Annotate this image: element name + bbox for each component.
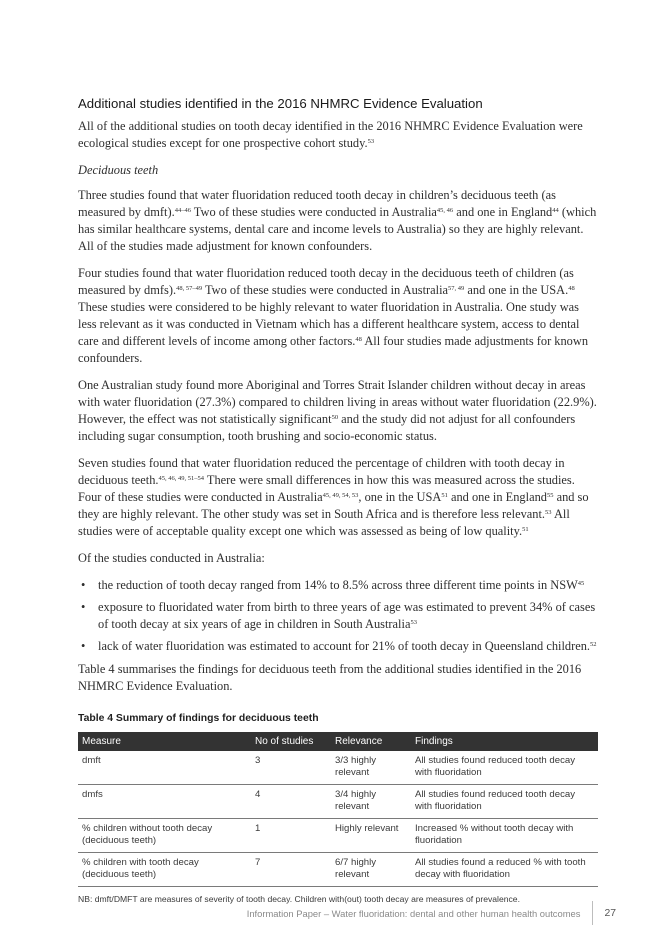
table-cell: 7 (251, 853, 331, 887)
table-cell: 4 (251, 785, 331, 819)
citation: 44–46 (174, 207, 191, 214)
findings-table (78, 732, 598, 887)
paragraph-dmft: Three studies found that water fluoridation reduced tooth decay in children’s deciduous teeth (as measured by dmft).$^{44-46}$ Two of these studies were conducted in Australia$^{45, 46}$ and one in England$^{44}$ (which has similar healthcare systems, dental care and income levels to Australia) so they are highly relevant. All of the studies made adjustment for known confounders. (78, 188, 597, 253)
paragraph-dmfs: Four studies found that water fluoridation reduced tooth decay in the deciduous teeth of children (as measured by dmfs).$^{48, 57-49}$ Two of these studies were conducted in Australia$^{57, 49}$ and one in the USA.$^{48}$ These studies were considered to be highly relevant to water fluoridation in Australia. One study was less relevant as it was conducted in Vietnam which has a different healthcare system, access to dental care and different levels of income among other factors.$^{48}$ All four studies made adjustments for known confounders. (78, 266, 589, 365)
table-cell: 1 (251, 819, 331, 853)
subheading-deciduous-teeth: Deciduous teeth (78, 163, 159, 177)
citation: 53 (367, 138, 375, 145)
intro-paragraph (78, 118, 598, 152)
citation: 57, 49 (448, 285, 465, 292)
paragraph-table-summary: Table 4 summarises the findings for deciduous teeth from the additional studies identified in the 2016 NHMRC Evidence Evaluation. (78, 662, 582, 693)
paragraph-aboriginal-study: One Australian study found more Aboriginal and Torres Strait Islander children without decay in areas with water fluoridation (27.3%) compared to children living in areas without water fluoridation (22.9%). However, the effect was not statistically significant$^{50}$ and the study did not adjust for all confounders including sugar consumption, tooth brushing and socio-economic status. (78, 378, 597, 443)
table-row (78, 751, 598, 785)
bullet-icon: • (81, 639, 86, 653)
table-title: Table 4 Summary of findings for deciduous teeth (78, 713, 319, 724)
citation: 48, 57–49 (176, 285, 203, 292)
citation: 48 (355, 336, 362, 343)
table-cell: 3 (251, 751, 331, 785)
table-cell: 3/4 highly relevant (331, 785, 411, 819)
table-cell: All studies found a reduced % with tooth decay with fluoridation (411, 853, 598, 887)
table-cell: All studies found reduced tooth decay with fluoridation (411, 751, 598, 785)
citation: 45 (577, 580, 585, 587)
citation: 53 (410, 619, 417, 626)
paragraph-australia-intro: Of the studies conducted in Australia: (78, 551, 265, 565)
paragraph-seven-studies: Seven studies found that water fluoridation reduced the percentage of children with tooth decay in deciduous teeth.$^{45, 46, 49, 51-54}$ There were small differences in how this was measured across the studies. Four of these studies were conducted in Australia$^{45, 49, 54, 53}$, one in the USA$^{51}$ and one in England$^{55}$ and so they are highly relevant. The other study was set in South Africa and is therefore less relevant.$^{53}$ All studies were of acceptable quality except one which was assessed as being of low quality.$^{51}$ (78, 456, 589, 538)
column-header-no-of-studies: No of studies (251, 732, 331, 751)
citation: 45, 46, 49, 51–54 (158, 475, 205, 482)
table-cell: % children with tooth decay (deciduous teeth) (78, 853, 251, 887)
list-item: • lack of water fluoridation was estimated to account for 21% of tooth decay in Queensland children.$^{52}$ (81, 639, 597, 653)
bullet-icon: • (81, 578, 86, 592)
citation: 48 (568, 285, 575, 292)
table-header-row (78, 732, 598, 751)
citation: 51 (522, 526, 529, 533)
column-header-findings: Findings (411, 732, 598, 751)
table-row (78, 853, 598, 887)
table-cell: 6/7 highly relevant (331, 853, 411, 887)
list-item: • the reduction of tooth decay ranged from 14% to 8.5% across three different time points in NSW$^{45}$ (81, 578, 585, 592)
bullet-list (78, 577, 598, 655)
table-cell: Increased % without tooth decay with fluoridation (411, 819, 598, 853)
table-cell: Highly relevant (331, 819, 411, 853)
column-header-relevance: Relevance (331, 732, 411, 751)
table-note: NB: dmft/DMFT are measures of severity of tooth decay. Children with(out) tooth decay are measures of prevalence. (78, 894, 520, 904)
citation: 52 (590, 641, 597, 648)
citation: 45, 46 (436, 207, 454, 214)
page-number: 27 (604, 907, 616, 919)
column-header-measure: Measure (78, 732, 251, 751)
section-heading: Additional studies identified in the 2016 NHMRC Evidence Evaluation (78, 96, 483, 111)
table-cell: % children without tooth decay (deciduous teeth) (78, 819, 251, 853)
footer-divider (592, 901, 593, 925)
citation: 50 (331, 414, 339, 421)
table-cell: dmft (78, 751, 251, 785)
table-row (78, 785, 598, 819)
table-cell: 3/3 highly relevant (331, 751, 411, 785)
page-content (78, 96, 598, 904)
citation: 45, 49, 54, 53 (322, 492, 359, 499)
page-footer (247, 901, 616, 925)
table-row (78, 819, 598, 853)
citation: 51 (441, 492, 448, 499)
list-item: • exposure to fluoridated water from birth to three years of age was estimated to prevent 34% of cases of tooth decay at six years of age in children in South Australia$^{53}$ (81, 600, 596, 631)
bullet-icon: • (81, 600, 86, 614)
intro-text: All of the additional studies on tooth decay identified in the 2016 NHMRC Evidence Evaluation were ecological studies except for one prospective cohort study. (78, 119, 583, 150)
citation: 53 (545, 509, 552, 516)
citation: 55 (546, 492, 554, 499)
footer-title: Information Paper – Water fluoridation: dental and other human health outcomes (246, 907, 581, 919)
table-cell: dmfs (78, 785, 251, 819)
table-cell: All studies found reduced tooth decay with fluoridation (411, 785, 598, 819)
citation: 44 (552, 207, 559, 214)
